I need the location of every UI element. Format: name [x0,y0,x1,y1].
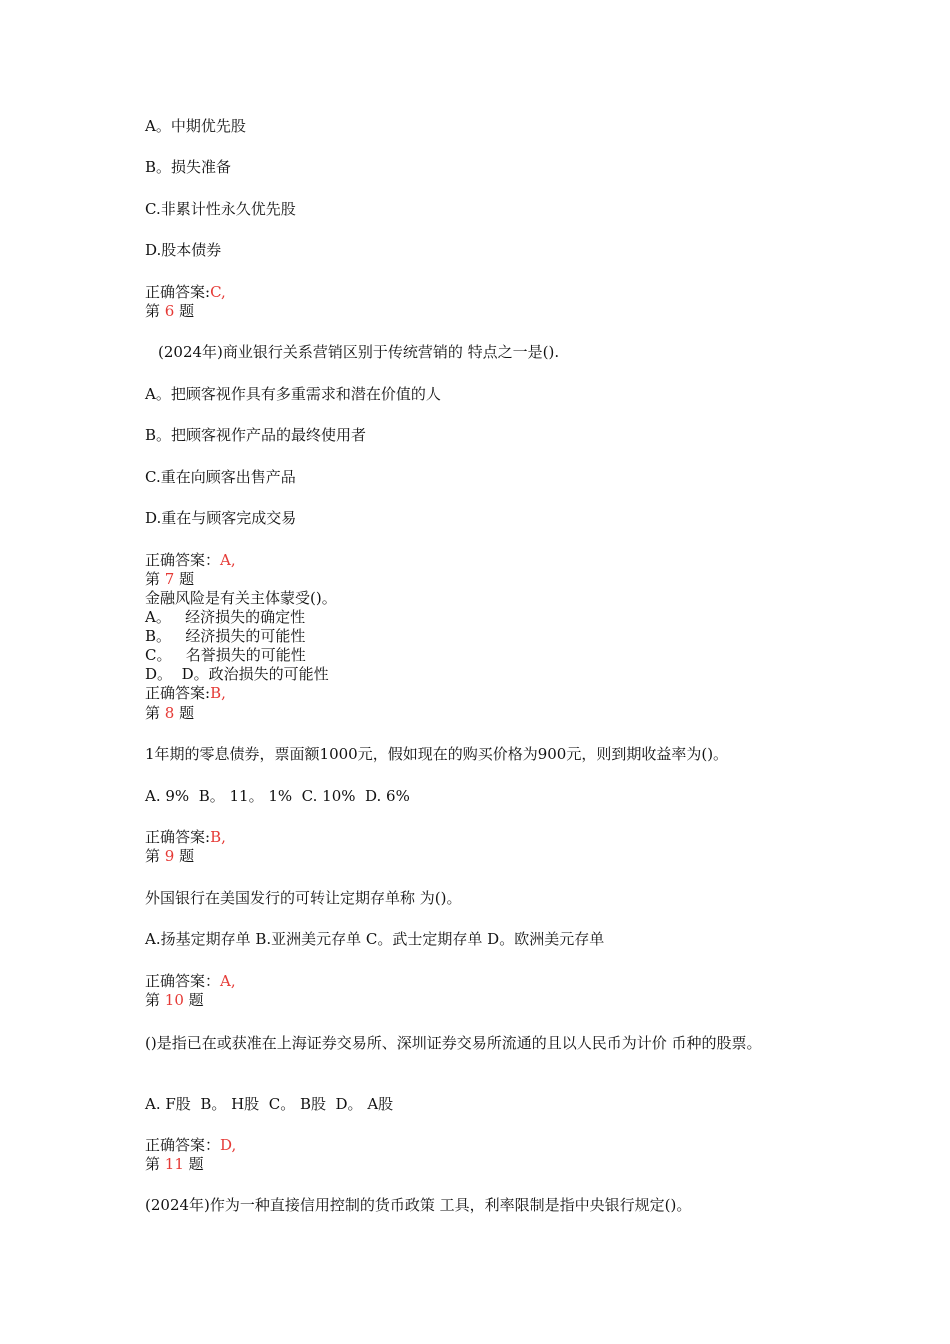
q5-answer [145,283,226,302]
q10-header [145,991,204,1010]
answer-value: A, [220,972,236,990]
header-suffix: 题 [179,847,195,865]
q7-option-b: B。 经济损失的可能性 [145,627,306,645]
header-prefix: 第 [145,991,161,1009]
answer-label: 正确答案: [145,828,211,846]
q7-option-a: A。 经济损失的确定性 [145,608,306,626]
q7-header [145,570,194,589]
q8-answer [145,828,226,847]
q6-option-b: B。把顾客视作产品的最终使用者 [145,426,367,444]
question-number: 8 [164,704,175,722]
header-prefix: 第 [145,1155,161,1173]
header-suffix: 题 [179,704,195,722]
q10-question: ()是指已在或获准在上海证券交易所、深圳证券交易所流通的且以人民币为计价 币种的股票。 [145,1034,762,1052]
answer-value: B, [210,828,226,846]
q6-question: (2024年)商业银行关系营销区别于传统营销的 特点之一是(). [158,343,560,361]
answer-label: 正确答案： [145,972,221,990]
header-prefix: 第 [145,704,161,722]
q7-answer [145,684,226,703]
answer-value: D, [220,1136,237,1154]
q10-answer [145,1136,236,1155]
q9-options: A.扬基定期存单 B.亚洲美元存单 C。武士定期存单 D。欧洲美元存单 [145,930,605,948]
q8-options: A. 9% B。 11。 1% C. 10% D. 6% [145,787,410,805]
header-prefix: 第 [145,302,161,320]
question-number: 10 [164,991,184,1009]
q5-option-c: C.非累计性永久优先股 [145,200,296,218]
q5-option-d: D.股本债券 [145,241,222,259]
question-number: 6 [164,302,175,320]
q7-option-d: D。 D。政治损失的可能性 [145,665,329,683]
header-suffix: 题 [179,570,195,588]
header-suffix: 题 [188,1155,204,1173]
answer-label: 正确答案: [145,684,211,702]
answer-value: A, [220,551,236,569]
answer-label: 正确答案： [145,1136,221,1154]
q11-header [145,1155,204,1174]
header-suffix: 题 [179,302,195,320]
q8-header [145,704,194,723]
q5-option-b: B。损失准备 [145,158,232,176]
q6-option-d: D.重在与顾客完成交易 [145,509,297,527]
q10-options: A. F股 B。 H股 C。 B股 D。 A股 [145,1095,394,1113]
q9-question: 外国银行在美国发行的可转让定期存单称 为()。 [145,889,462,907]
q6-header [145,302,194,321]
q6-option-c: C.重在向顾客出售产品 [145,468,296,486]
answer-value: B, [210,684,226,702]
answer-label: 正确答案： [145,551,221,569]
header-suffix: 题 [188,991,204,1009]
header-prefix: 第 [145,570,161,588]
q9-answer [145,972,236,991]
question-number: 9 [164,847,175,865]
q8-question: 1年期的零息债券，票面额1000元，假如现在的购买价格为900元，则到期收益率为()。 [145,745,729,763]
q6-answer [145,551,236,570]
q7-question: 金融风险是有关主体蒙受()。 [145,589,337,607]
question-number: 7 [164,570,175,588]
q6-option-a: A。把顾客视作具有多重需求和潜在价值的人 [145,385,441,403]
header-prefix: 第 [145,847,161,865]
q11-question: (2024年)作为一种直接信用控制的货币政策 工具，利率限制是指中央银行规定()。 [145,1196,692,1214]
q9-header [145,847,194,866]
q5-option-a: A。中期优先股 [145,117,246,135]
answer-value: C, [210,283,226,301]
question-number: 11 [164,1155,184,1173]
q7-option-c: C。 名誉损失的可能性 [145,646,306,664]
answer-label: 正确答案: [145,283,211,301]
